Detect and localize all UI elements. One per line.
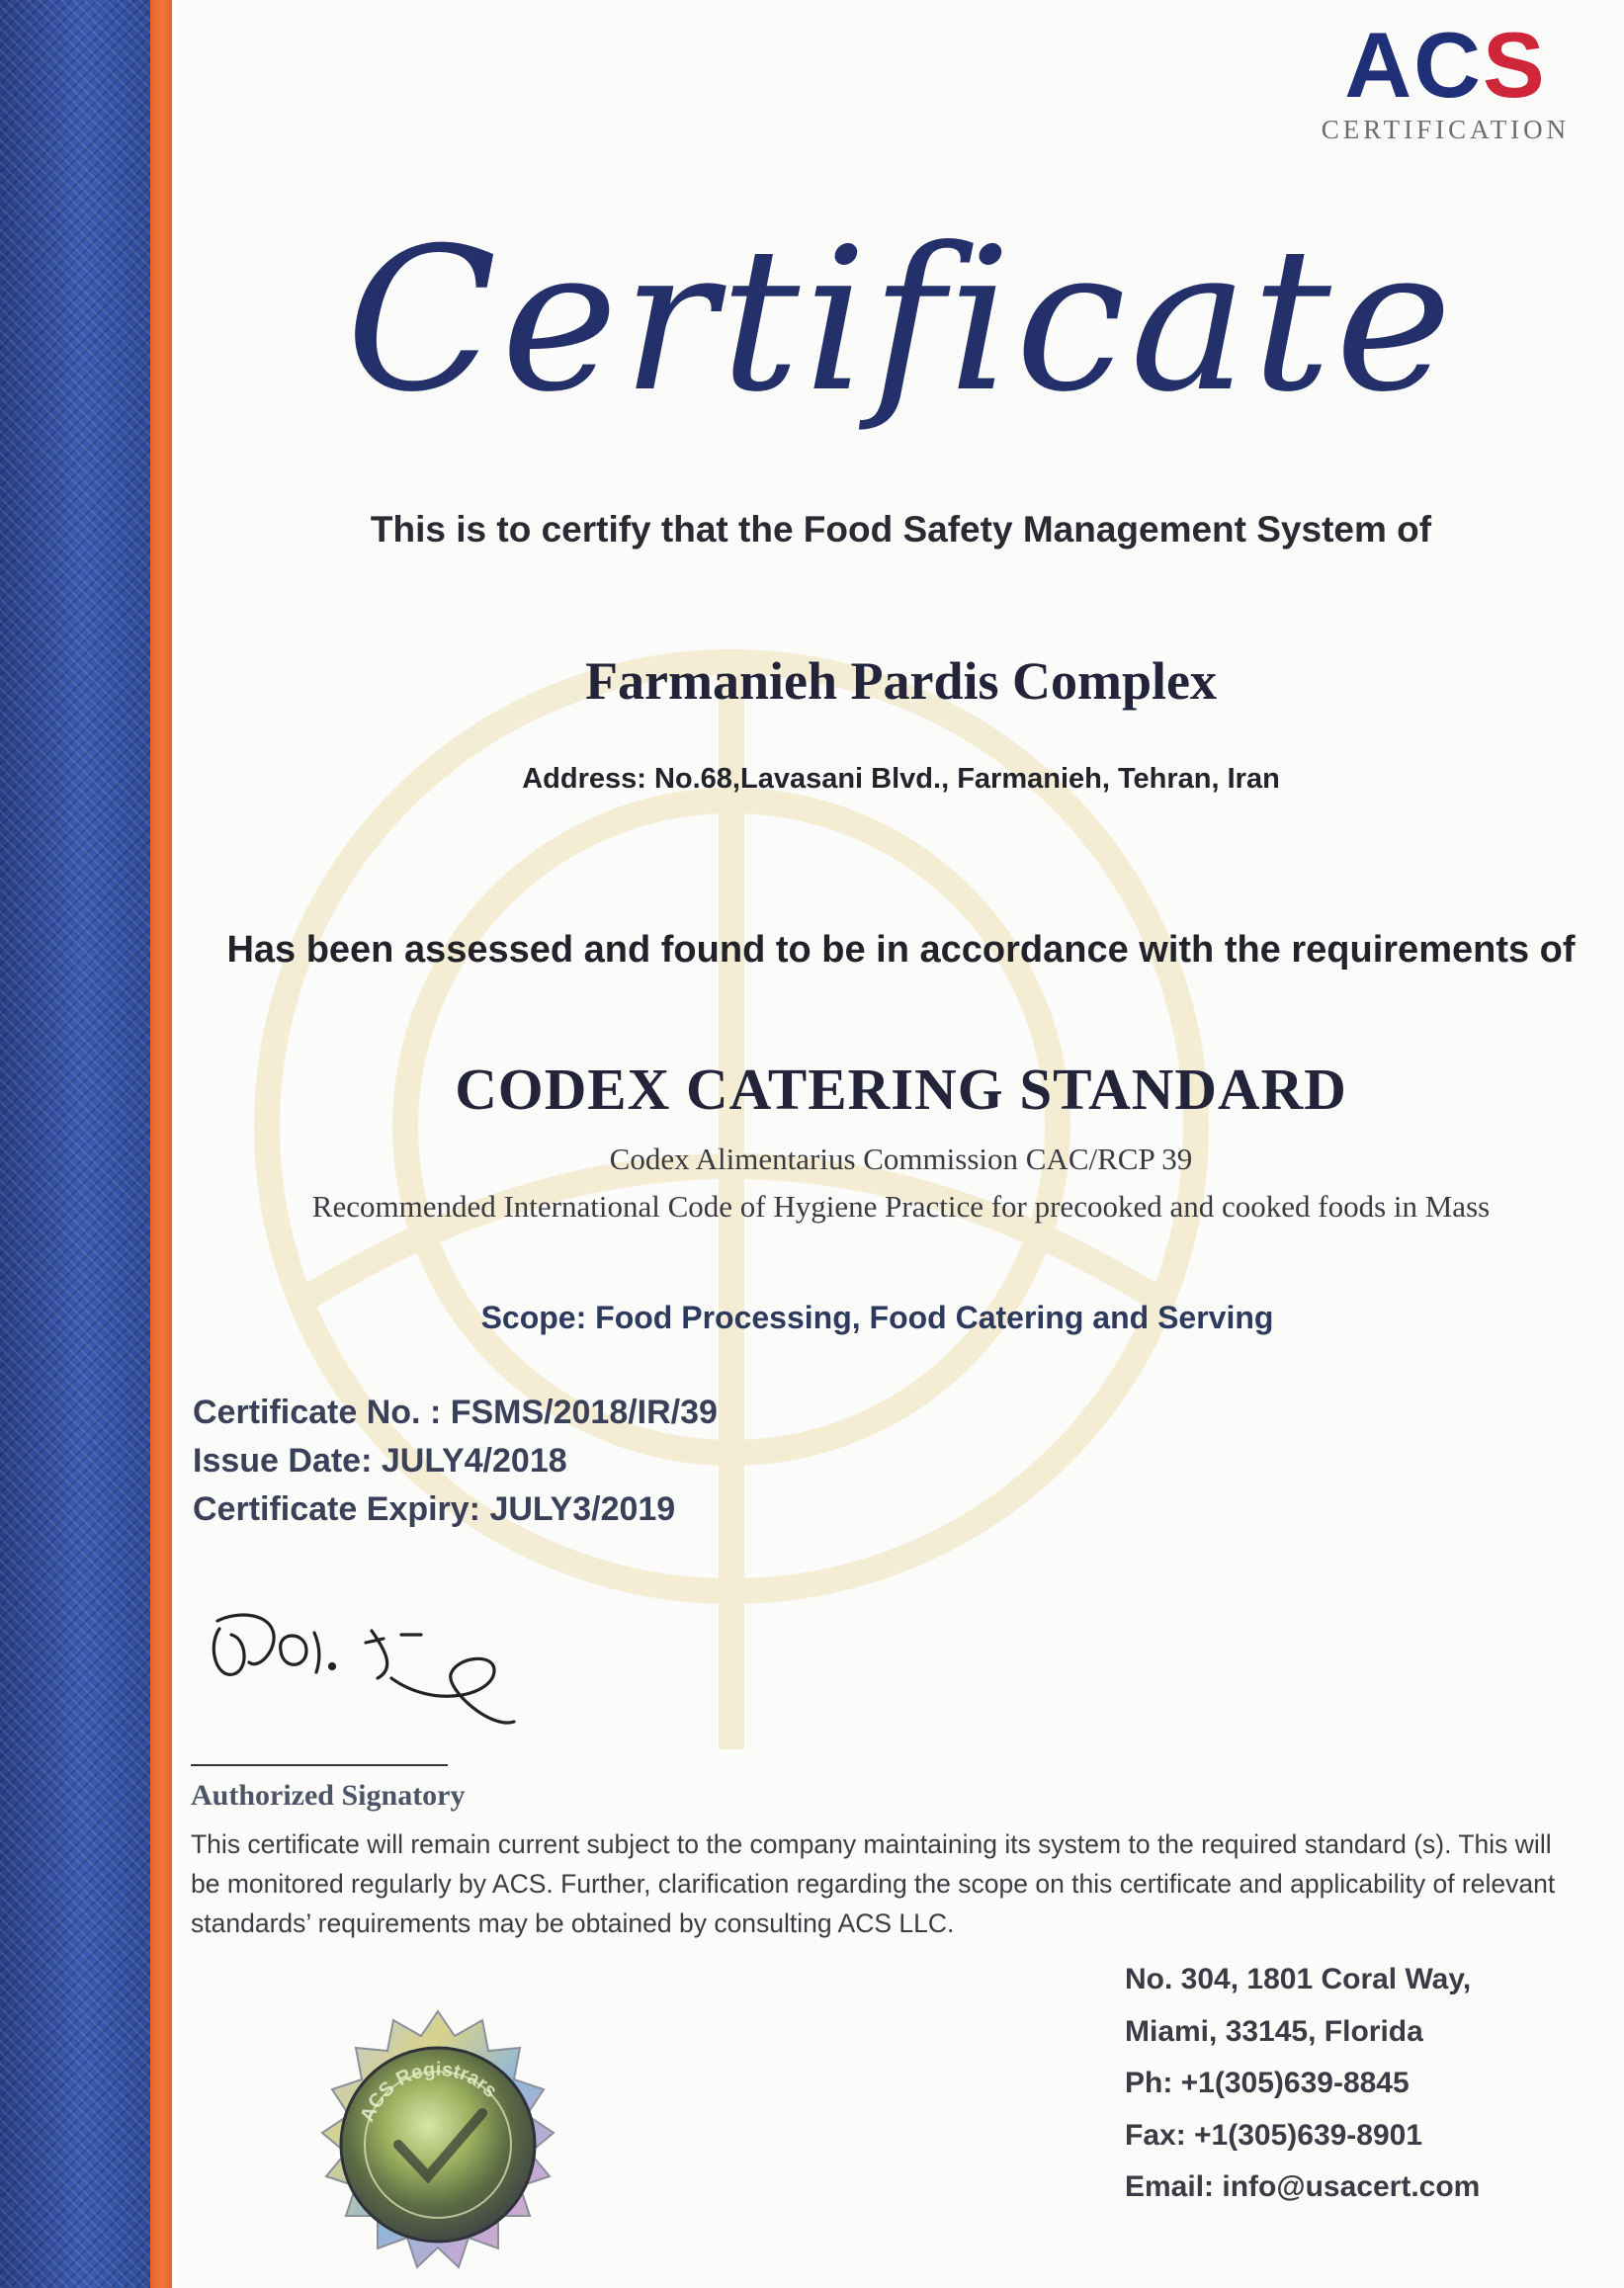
acs-logo-letters-ac: AC: [1344, 13, 1484, 117]
standard-description: Recommended International Code of Hygiene Practice for precooked and cooked foods in Mass: [311, 1189, 1491, 1224]
email-address: Email: info@usacert.com: [1125, 2170, 1481, 2203]
phone-number: Ph: +1(305)639-8845: [1125, 2067, 1410, 2099]
acs-logo: [1285, 13, 1601, 146]
address-line-2: Miami, 33145, Florida: [1125, 2014, 1423, 2048]
holographic-seal: [295, 2006, 581, 2288]
acs-logo-wordmark: [1295, 13, 1596, 117]
fax-number: Fax: +1(305)639-8901: [1125, 2118, 1423, 2152]
signature-line: [191, 1764, 448, 1766]
address-line-1: No. 304, 1801 Coral Way,: [1125, 1963, 1472, 1995]
standard-name: CODEX CATERING STANDARD: [455, 1057, 1347, 1122]
blue-decorative-border: [0, 0, 150, 2288]
expiry-date: Certificate Expiry: JULY3/2019: [193, 1490, 676, 1528]
certificate-number: Certificate No. : FSMS/2018/IR/39: [193, 1394, 718, 1431]
authorized-signatory-label: Authorized Signatory: [191, 1779, 466, 1812]
certify-intro-text: This is to certify that the Food Safety Management System of: [370, 509, 1432, 550]
disclaimer-line: standards’ requirements may be obtained by consulting ACS LLC.: [191, 1908, 955, 1938]
company-address: Address: No.68,Lavasani Blvd., Farmanieh, Tehran, Iran: [522, 763, 1280, 795]
issue-date: Issue Date: JULY4/2018: [193, 1442, 567, 1480]
standard-reference: Codex Alimentarius Commission CAC/RCP 39: [609, 1142, 1193, 1176]
handwritten-signature: [198, 1591, 534, 1730]
disclaimer-text: [191, 1824, 1584, 1943]
certificate-details: [193, 1389, 718, 1534]
contact-block: [1125, 1954, 1480, 2214]
disclaimer-line: be monitored regularly by ACS. Further, clarification regarding the scope on this certificate and applicability of relevant: [191, 1869, 1556, 1899]
certificate-title: Certificate: [345, 206, 1457, 436]
company-name: Farmanieh Pardis Complex: [585, 651, 1217, 711]
acs-logo-subtitle: CERTIFICATION: [1321, 115, 1571, 144]
orange-decorative-stripe: [150, 0, 172, 2288]
seal-text: ACS Registrars: [356, 2058, 502, 2126]
acs-logo-letter-s: S: [1483, 13, 1547, 117]
disclaimer-line: This certificate will remain current subject to the company maintaining its system to the required standard (s). This will: [191, 1829, 1552, 1859]
assessment-statement: Has been assessed and found to be in accordance with the requirements of: [226, 929, 1576, 971]
certificate-scope: Scope: Food Processing, Food Catering and Serving: [480, 1300, 1274, 1335]
